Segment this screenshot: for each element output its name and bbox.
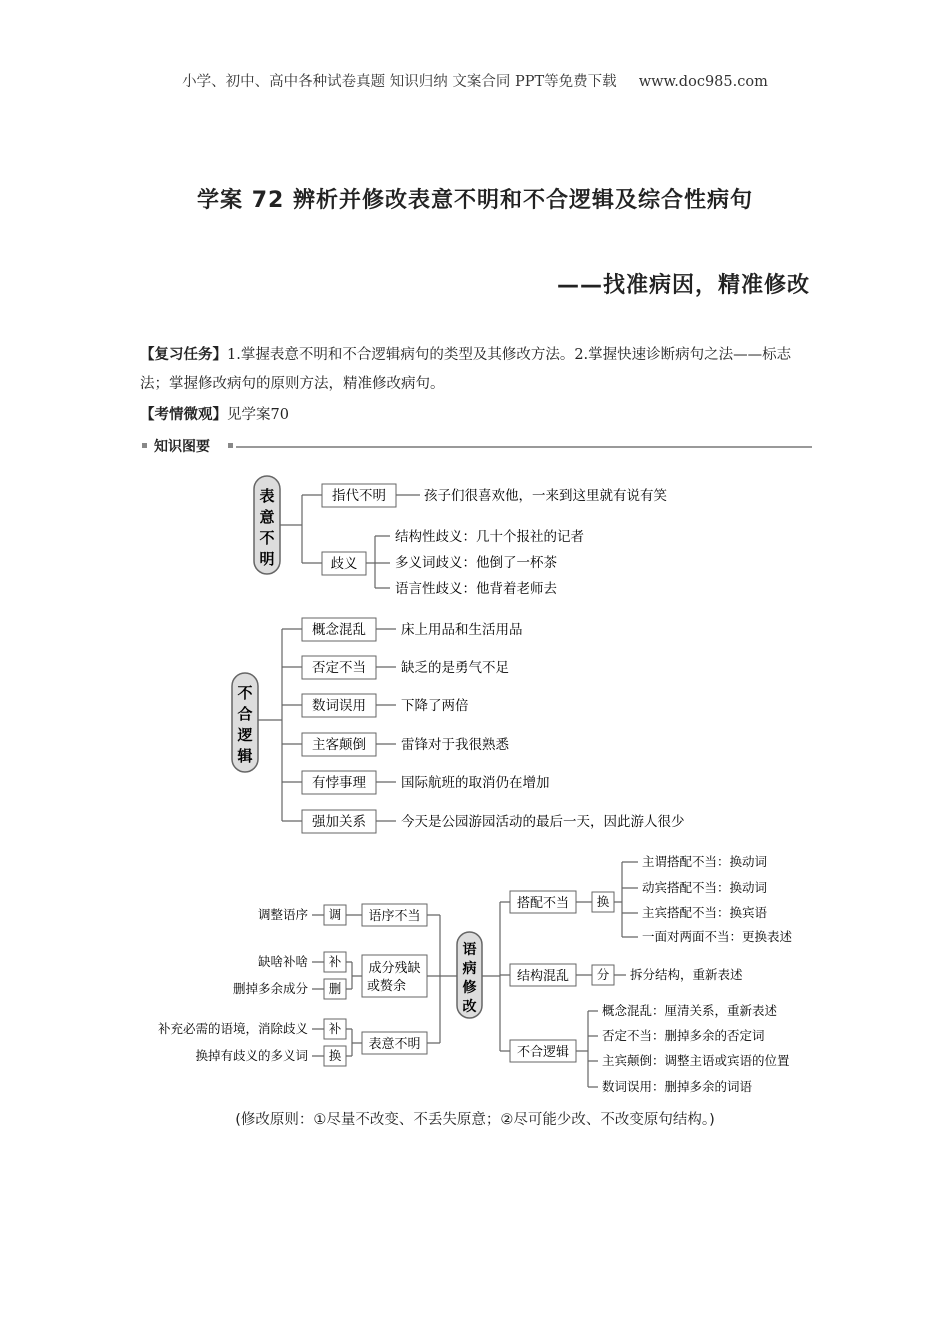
root-char: 意 <box>259 508 275 526</box>
section-title: 知识图要 <box>154 439 210 455</box>
method-label: 补 <box>328 954 342 969</box>
example-text: 今天是公园游园活动的最后一天，因此游人很少 <box>401 814 685 830</box>
method-label: 换 <box>596 894 610 909</box>
root-char: 语 <box>462 942 477 958</box>
branch-label-line: 成分残缺 <box>368 961 421 976</box>
root-char: 逻 <box>237 726 253 744</box>
revision-principle-note: (修改原则：①尽量不改变、不丢失原意；②尽可能少改、不改变原句结构。) <box>235 1112 715 1128</box>
example-text: 多义词歧义：他倒了一杯茶 <box>395 555 557 571</box>
header-url[interactable]: www.doc985.com <box>638 74 768 90</box>
method-label: 分 <box>596 967 610 982</box>
branch-label: 有悖事理 <box>312 775 366 791</box>
branch-label: 歧义 <box>330 556 358 572</box>
exam-text: 见学案70 <box>227 407 289 423</box>
exam-tag: 【考情微观】 <box>140 407 227 423</box>
example-text: 国际航班的取消仍在增加 <box>401 775 550 791</box>
method-text: 调整语序 <box>257 907 308 922</box>
method-label: 补 <box>328 1021 342 1036</box>
page-title: 学案 72 辨析并修改表意不明和不合逻辑及综合性病句 <box>197 188 753 213</box>
example-text: 孩子们很喜欢他，一来到这里就有说有笑 <box>424 488 667 504</box>
method-text: 主宾颠倒：调整主语或宾语的位置 <box>602 1053 790 1068</box>
root-char: 修 <box>462 980 477 996</box>
example-text: 雷锋对于我很熟悉 <box>401 737 509 753</box>
review-tag: 【复习任务】 <box>140 347 227 363</box>
branch-label: 指代不明 <box>332 488 386 504</box>
method-text: 补充必需的语境，消除歧义 <box>157 1021 308 1036</box>
method-text: 否定不当：删掉多余的否定词 <box>602 1028 765 1043</box>
method-label: 删 <box>328 981 342 996</box>
method-text: 一面对两面不当：更换表述 <box>642 929 793 944</box>
method-text: 动宾搭配不当：换动词 <box>642 880 768 895</box>
method-text: 删掉多余成分 <box>232 981 308 996</box>
branch-label: 结构混乱 <box>516 969 570 984</box>
method-text: 概念混乱：厘清关系，重新表述 <box>602 1003 778 1018</box>
example-text: 语言性歧义：他背着老师去 <box>395 581 557 597</box>
review-text: 1.掌握表意不明和不合逻辑病句的类型及其修改方法。2.掌握快速诊断病句之法——标志法；掌握修改病句的原则方法，精准修改病句。 <box>140 347 792 392</box>
root-char: 病 <box>462 961 477 977</box>
root-char: 表 <box>259 487 275 505</box>
branch-label: 概念混乱 <box>312 622 366 638</box>
method-label: 调 <box>328 907 342 922</box>
method-text: 主谓搭配不当：换动词 <box>642 854 768 869</box>
root-char: 不 <box>237 684 253 702</box>
example-text: 缺乏的是勇气不足 <box>401 660 509 676</box>
method-text: 缺啥补啥 <box>257 954 308 969</box>
header-text: 小学、初中、高中各种试卷真题 知识归纳 文案合同 PPT等免费下载 <box>182 74 617 90</box>
method-text: 拆分结构，重新表述 <box>630 967 743 982</box>
method-text: 数词误用：删掉多余的词语 <box>602 1079 753 1094</box>
example-text: 结构性歧义：几十个报社的记者 <box>395 529 584 545</box>
method-text: 主宾搭配不当：换宾语 <box>642 905 768 920</box>
method-text: 换掉有歧义的多义词 <box>195 1048 308 1063</box>
branch-label: 搭配不当 <box>516 896 570 911</box>
root-char: 明 <box>259 550 275 568</box>
branch-label: 数词误用 <box>312 698 366 714</box>
branch-label: 表意不明 <box>368 1037 421 1052</box>
branch-label: 强加关系 <box>312 814 366 830</box>
root-char: 改 <box>462 999 477 1015</box>
branch-label: 不合逻辑 <box>516 1045 570 1060</box>
branch-label: 语序不当 <box>368 909 421 924</box>
root-char: 辑 <box>237 747 253 765</box>
root-char: 不 <box>259 529 275 547</box>
method-label: 换 <box>328 1048 342 1063</box>
branch-label-line: 或赘余 <box>367 979 407 994</box>
example-text: 床上用品和生活用品 <box>401 622 523 638</box>
branch-label: 否定不当 <box>312 660 366 676</box>
example-text: 下降了两倍 <box>401 698 469 714</box>
branch-label: 主客颠倒 <box>312 737 366 753</box>
root-char: 合 <box>237 705 253 723</box>
page-subtitle: ——找准病因，精准修改 <box>556 273 810 298</box>
